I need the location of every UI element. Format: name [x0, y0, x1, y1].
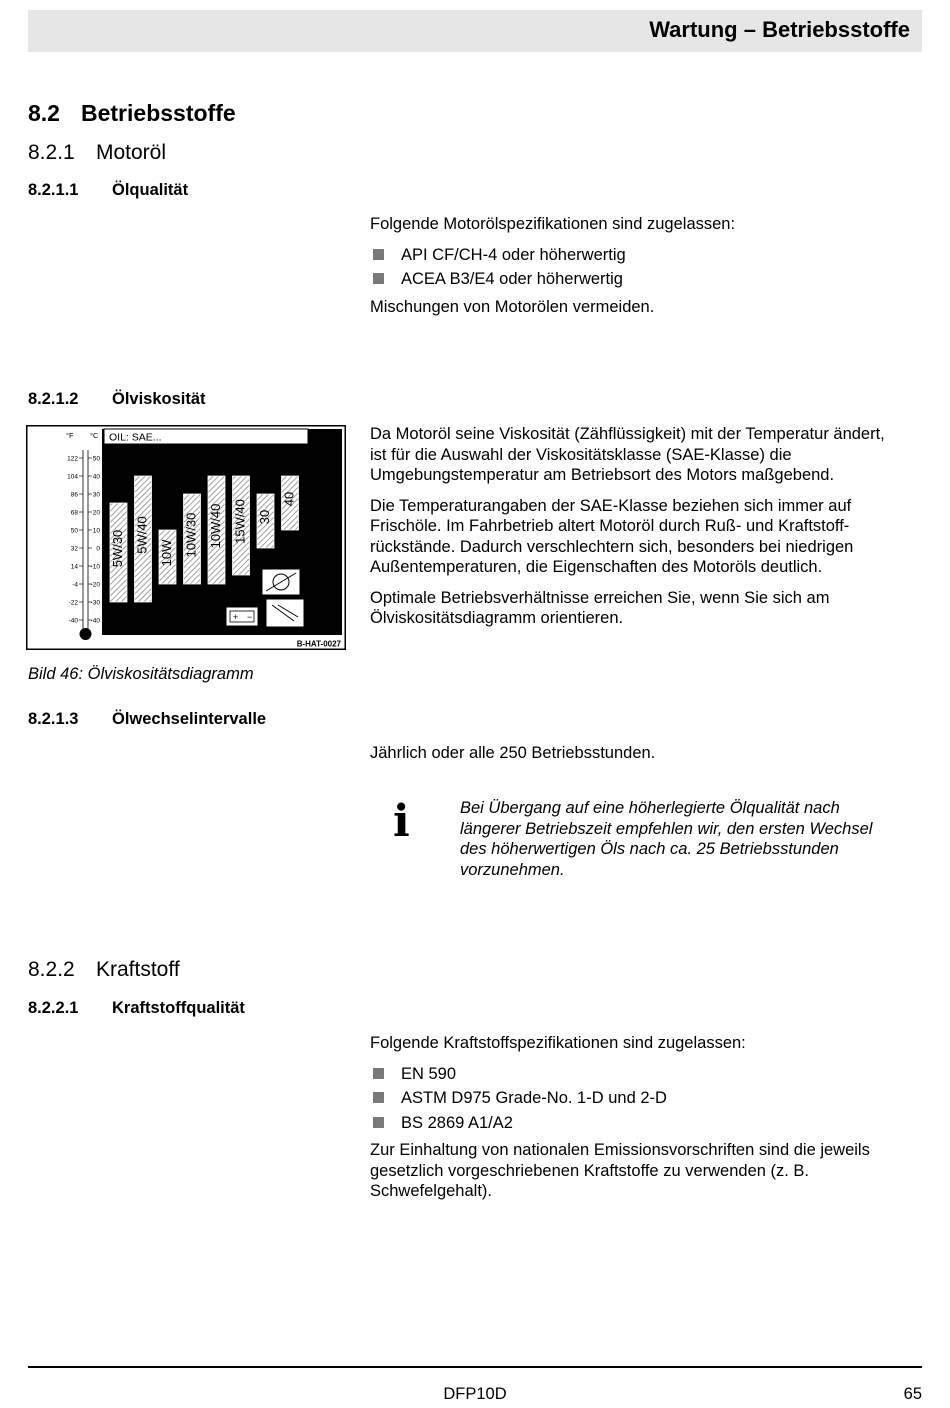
section-8-2-1-2-heading: [28, 390, 206, 409]
footer-rule: [28, 1366, 922, 1368]
tick-label-f: -40: [68, 617, 78, 625]
info-icon: i: [393, 796, 410, 847]
tick-label-c: 0: [96, 545, 100, 553]
section-number: 8.2: [28, 100, 60, 126]
section-title: Ölqualität: [112, 181, 189, 199]
section-8-2-heading: [28, 100, 236, 127]
battery-icon: [226, 607, 258, 626]
tick-label-f: 32: [70, 545, 78, 553]
list-item: API CF/CH-4 oder höherwertig: [370, 245, 905, 266]
oil-change-interval: Jährlich oder alle 250 Betriebsstunden.: [370, 744, 656, 762]
section-title: Betriebsstoffe: [81, 100, 236, 126]
oil-spec-intro: Folgende Motorölspezifikationen sind zugelassen:: [370, 215, 736, 233]
tick-label-f: 86: [70, 491, 78, 499]
section-8-2-1-heading: [28, 141, 166, 165]
bar-label: 10W: [158, 539, 174, 567]
bar-label: 10W/30: [183, 512, 199, 558]
section-8-2-1-1-heading: [28, 181, 188, 200]
tick-label-f: 14: [70, 563, 78, 571]
tick-label-c: 30: [92, 491, 100, 499]
tick-label-f: -4: [72, 581, 78, 589]
section-number: 8.2.1: [28, 141, 75, 164]
chart-code: B-HAT-0027: [296, 639, 341, 649]
oil-spec-list: [370, 245, 905, 290]
list-item: ASTM D975 Grade-No. 1-D und 2-D: [370, 1088, 905, 1109]
section-title: Ölwechselintervalle: [112, 710, 267, 728]
list-item: EN 590: [370, 1064, 905, 1085]
bar-label: 10W/40: [207, 503, 223, 549]
section-title: Kraftstoffqualität: [112, 999, 245, 1017]
info-note: Bei Übergang auf eine höherlegierte Ölqualität nach längerer Betriebszeit empfehlen wir, den ersten Wechsel des höherwertigen Öls nach ca. 25 Betriebsstunden vorzunehmen.: [460, 799, 873, 879]
paragraph: Die Temperaturangaben der SAE-Klasse beziehen sich immer auf Frischöle. Im Fahrbetrieb altert Motoröl durch Ruß- und Kraftstoffrückstände. Dadurch verschlechtern sich, besonders bei niedrigen Außentemperaturen, die Eigenschaften des Motoröls deutlich.: [370, 496, 854, 576]
section-8-2-1-3-heading: [28, 710, 266, 729]
svg-text:−: −: [247, 612, 253, 622]
tick-label-f: 50: [70, 527, 78, 535]
bar-label: 15W/40: [232, 499, 248, 544]
bar-label: 5W/40: [134, 516, 150, 554]
tick-label-f: 104: [67, 473, 78, 481]
unit-celsius: °C: [90, 431, 99, 440]
tick-label-c: 20: [92, 509, 100, 517]
fuel-spec-intro: Folgende Kraftstoffspezifikationen sind zugelassen:: [370, 1034, 746, 1052]
fuel-spec-list: [370, 1064, 905, 1134]
tick-label-f: 68: [70, 509, 78, 517]
refuel-icon: [266, 599, 304, 627]
bar-label: 30: [256, 509, 272, 525]
chart-title: OIL: SAE...: [109, 431, 162, 444]
tick-label-c: -20: [90, 581, 100, 589]
section-8-2-2-1-heading: [28, 999, 245, 1018]
page-number: 65: [903, 1385, 922, 1403]
section-number: 8.2.2.1: [28, 999, 79, 1017]
figure-caption: Bild 46: Ölviskositätsdiagramm: [28, 665, 254, 683]
emission-note: Zur Einhaltung von nationalen Emissionsvorschriften sind die jeweils gesetzlich vorgeschriebenen Kraftstoffe zu verwenden (z. B. Schwefelgehalt).: [370, 1141, 870, 1200]
tick-label-c: -30: [90, 599, 100, 607]
oil-quality-block: [370, 214, 905, 317]
thermometer-bulb: [80, 628, 92, 640]
section-title: Kraftstoff: [96, 958, 180, 981]
tick-label-c: -10: [90, 563, 100, 571]
viscosity-text-block: [370, 424, 905, 629]
unit-fahrenheit: °F: [66, 431, 74, 440]
footer-model: DFP10D: [443, 1385, 507, 1403]
tick-label-c: -40: [90, 617, 100, 625]
section-8-2-2-heading: [28, 958, 180, 982]
section-title: Motoröl: [96, 141, 167, 164]
engine-cooling-icon: [262, 569, 300, 595]
viscosity-chart: [26, 425, 346, 650]
tick-label-c: 40: [92, 473, 100, 481]
paragraph: Optimale Betriebsverhältnisse erreichen Sie, wenn Sie sich am Ölviskositätsdiagramm orientieren.: [370, 588, 830, 627]
list-item: BS 2869 A1/A2: [370, 1113, 905, 1134]
page-header-title: Wartung – Betriebsstoffe: [649, 17, 910, 42]
section-number: 8.2.1.1: [28, 181, 79, 199]
section-number: 8.2.1.3: [28, 710, 79, 728]
list-item: ACEA B3/E4 oder höherwertig: [370, 269, 905, 290]
tick-label-f: 122: [67, 455, 78, 463]
paragraph: Da Motoröl seine Viskosität (Zähflüssigkeit) mit der Temperatur ändert, ist für die Auswahl der Viskositätsklasse (SAE-Klasse) die Umgebungstemperatur am Betriebsort des Motors maßgebend.: [370, 425, 885, 484]
tick-label-c: 50: [92, 455, 100, 463]
svg-text:+: +: [233, 612, 239, 622]
section-title: Ölviskosität: [112, 390, 206, 408]
section-number: 8.2.1.2: [28, 390, 79, 408]
tick-label-c: 10: [92, 527, 100, 535]
tick-label-f: -22: [68, 599, 78, 607]
bar-label: 5W/30: [109, 529, 125, 568]
section-number: 8.2.2: [28, 958, 75, 981]
fuel-quality-block: [370, 1033, 905, 1202]
oil-mix-note: Mischungen von Motorölen vermeiden.: [370, 297, 655, 316]
bar-label: 40: [281, 491, 297, 507]
